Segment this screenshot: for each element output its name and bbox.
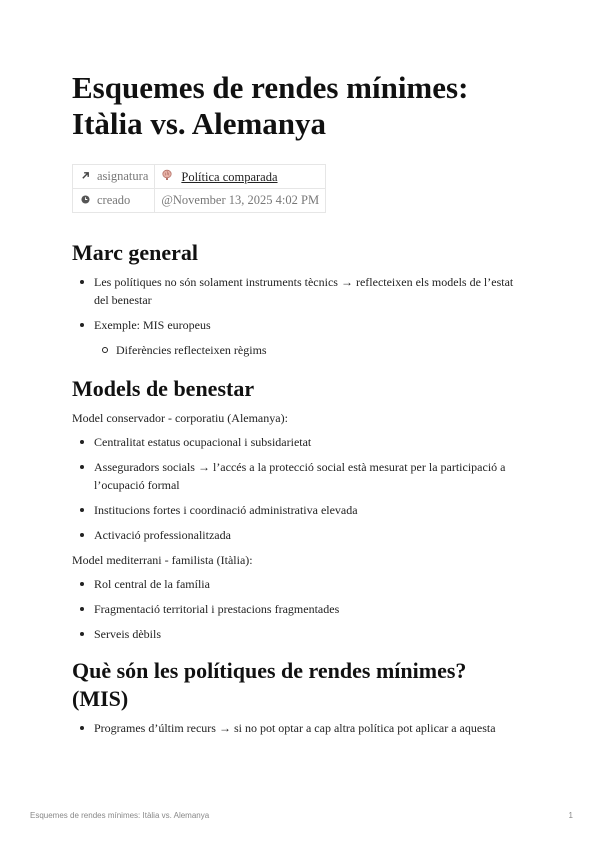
property-row (73, 165, 326, 189)
list-item: Institucions fortes i coordinació administrativa elevada (72, 501, 528, 519)
list-item: Exemple: MIS europeus (72, 316, 528, 334)
page-title: Esquemes de rendes mínimes: Itàlia vs. Alemanya (72, 70, 469, 141)
list-item: Fragmentació territorial i prestacions fragmentades (72, 600, 528, 618)
list-item: Les polítiques no són solament instruments tècnics → reflecteixen els models de l’estat del benestar (72, 273, 528, 309)
bullet-list (72, 273, 528, 359)
brain-icon (161, 169, 173, 185)
footer-title: Esquemes de rendes mínimes: Itàlia vs. Alemanya (30, 811, 210, 820)
arrow-up-right-icon (79, 171, 91, 183)
property-value-cell (155, 189, 326, 213)
created-date: @November 13, 2025 4:02 PM (161, 193, 320, 207)
section-mis (72, 657, 528, 737)
section-heading: Models de benestar (72, 376, 255, 401)
subject-link[interactable]: Política comparada (181, 169, 278, 184)
property-row (73, 189, 326, 213)
section-marc-general (72, 239, 528, 359)
list-item: Asseguradors socials → l’accés a la protecció social està mesurat per la participació a l’ocupació formal (72, 458, 528, 494)
list-item: Rol central de la família (72, 575, 528, 593)
paragraph: Model mediterrani - familista (Itàlia): (72, 553, 253, 567)
bullet-list (72, 719, 528, 737)
bullet-list (72, 433, 528, 544)
property-value-cell[interactable] (155, 165, 326, 189)
property-key-cell (73, 165, 155, 189)
list-subitem: Diferències reflecteixen règims (72, 341, 528, 359)
property-key: creado (97, 193, 131, 207)
page-number: 1 (568, 811, 573, 820)
document (72, 70, 528, 744)
list-item: Programes d’últim recurs → si no pot optar a cap altra política pot aplicar a aquesta (72, 719, 528, 737)
bullet-list (72, 575, 528, 643)
list-item: Activació professionalitzada (72, 526, 528, 544)
section-heading: Què són les polítiques de rendes mínimes? (MIS) (72, 658, 467, 711)
section-heading: Marc general (72, 240, 199, 265)
property-key: asignatura (97, 169, 149, 183)
list-item: Centralitat estatus ocupacional i subsidarietat (72, 433, 528, 451)
clock-icon (79, 195, 91, 207)
section-models-benestar (72, 375, 528, 643)
paragraph: Model conservador - corporatiu (Alemanya): (72, 411, 288, 425)
list-item: Serveis dèbils (72, 625, 528, 643)
property-key-cell (73, 189, 155, 213)
properties-table (72, 164, 326, 213)
